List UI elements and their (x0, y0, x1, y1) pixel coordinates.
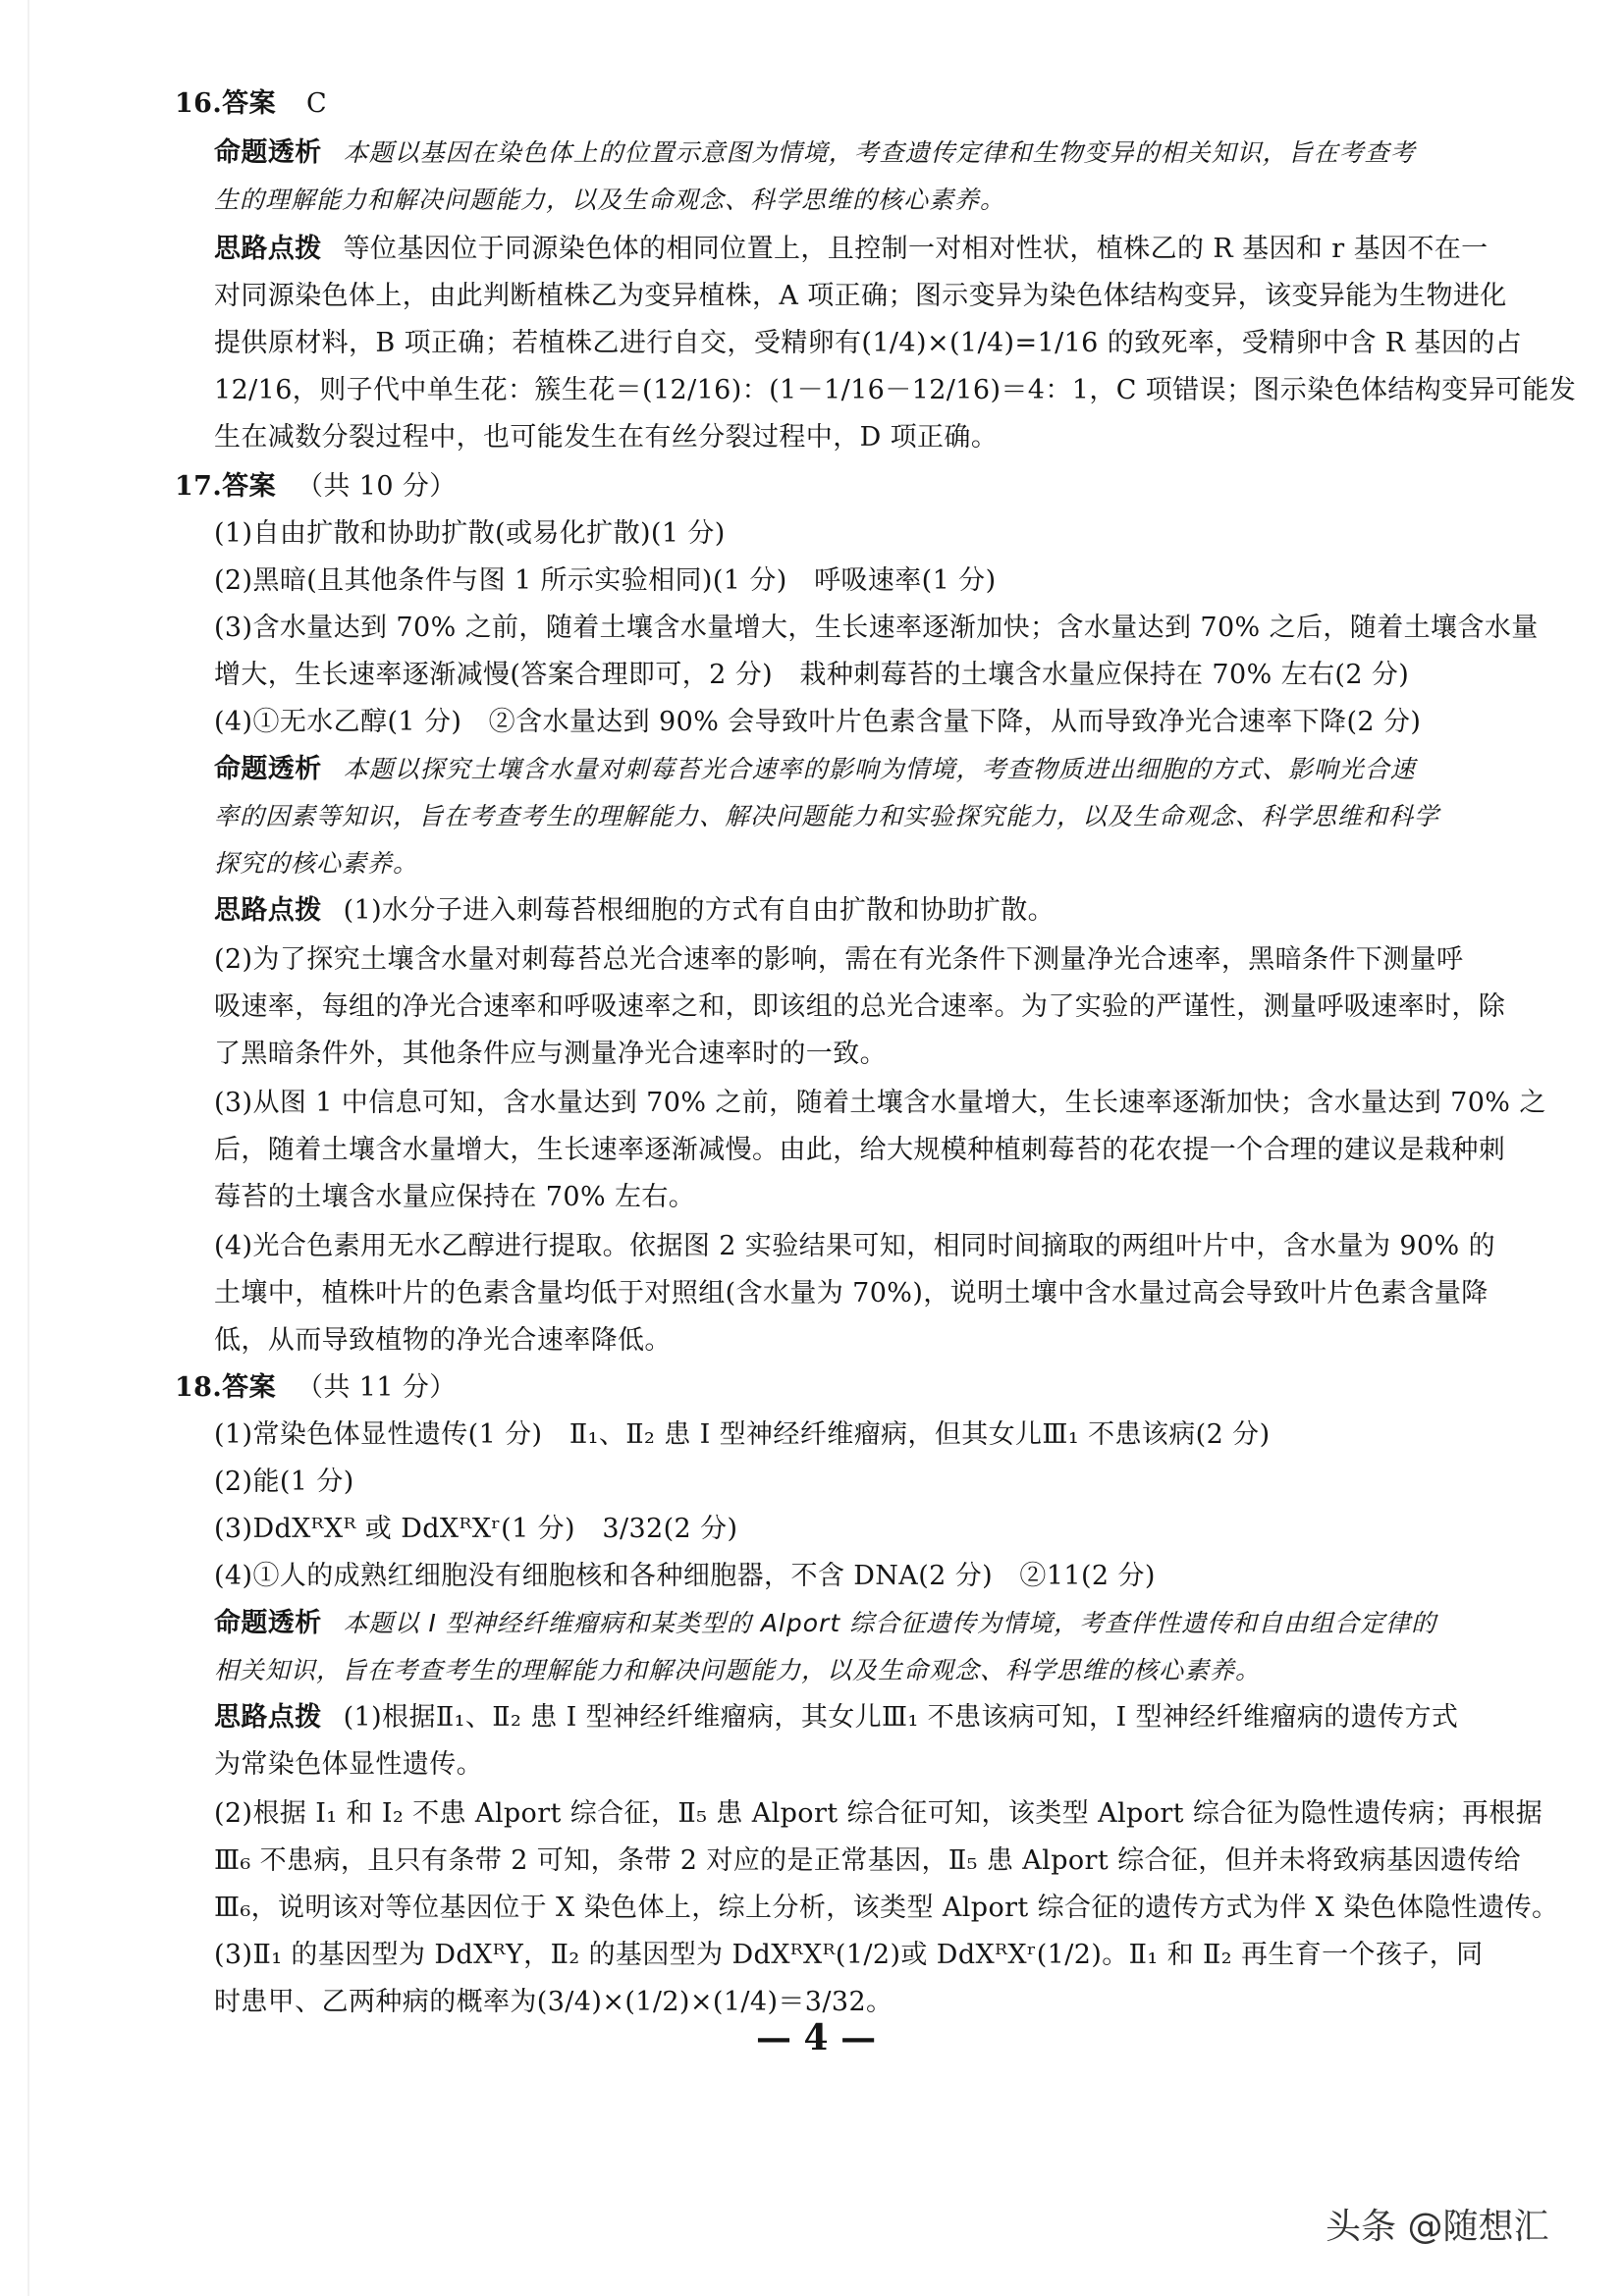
q17-hint-text-7: 土壤中，植株叶片的色素含量均低于对照组(含水量为 70%)，说明土壤中含水量过高会导致叶片色素含量降 (214, 1278, 1489, 1308)
q16-analysis-text-0: 本题以基因在染色体上的位置示意图为情境，考查遗传定律和生物变异的相关知识，旨在考查考 (343, 138, 1416, 167)
q18-hint-text-first: (1)根据Ⅱ₁、Ⅱ₂ 患 Ⅰ 型神经纤维瘤病，其女儿Ⅲ₁ 不患该病可知，Ⅰ 型神经纤维瘤病的遗传方式 (343, 1702, 1459, 1733)
q17-hint-text-4: 后，随着土壤含水量增大，生长速率逐渐减慢。由此，给大规模种植刺莓苔的花农提一个合理的建议是栽种刺 (214, 1135, 1506, 1165)
q18-hint-text-3: Ⅲ₆，说明该对等位基因位于 X 染色体上，综上分析，该类型 Alport 综合征的遗传方式为伴 X 染色体隐性遗传。 (214, 1893, 1559, 1923)
q16-hint-text-4: 生在减数分裂过程中，也可能发生在有丝分裂过程中，D 项正确。 (214, 422, 999, 453)
q17-score: （共 10 分） (296, 471, 457, 502)
q18-score: （共 11 分） (296, 1372, 457, 1403)
q17-analysis-text-2: 探究的核心素养。 (214, 849, 419, 878)
q16-hint-line-0 (214, 232, 1489, 267)
q18-hint-text-5: 时患甲、乙两种病的概率为(3/4)×(1/2)×(1/4)＝3/32。 (214, 1987, 893, 2017)
q18-analysis-text-1: 相关知识，旨在考查考生的理解能力和解决问题能力，以及生命观念、科学思维的核心素养。 (214, 1656, 1262, 1684)
q16-answer-value: C (305, 88, 328, 119)
q17-answer-label: 17.答案 (175, 471, 276, 502)
q17-answer-text-3: 增大，生长速率逐渐减慢(答案合理即可，2 分) 栽种刺莓苔的土壤含水量应保持在 70% 左右(2 分) (214, 660, 1410, 690)
page-number: — 4 — (756, 2017, 877, 2058)
q18-answer-text-0: (1)常染色体显性遗传(1 分) Ⅱ₁、Ⅱ₂ 患 Ⅰ 型神经纤维瘤病，但其女儿Ⅲ₁ 不患该病(2 分) (214, 1419, 1271, 1450)
q16-hint-text-3: 12/16，则子代中单生花：簇生花＝(12/16)：(1－1/16－12/16)＝4：1，C 项错误；图示染色体结构变异可能发 (214, 375, 1577, 405)
q17-hint-text-first: (1)水分子进入刺莓苔根细胞的方式有自由扩散和协助扩散。 (343, 895, 1056, 926)
q16-analysis-label: 命题透析 (214, 137, 322, 168)
q17-hint-text-0: (2)为了探究土壤含水量对刺莓苔总光合速率的影响，需在有光条件下测量净光合速率，黑暗条件下测量呼 (214, 944, 1464, 975)
q18-analysis-text-0: 本题以 Ⅰ 型神经纤维瘤病和某类型的 Alport 综合征遗传为情境，考查伴性遗传和自由组合定律的 (343, 1609, 1437, 1637)
q18-analysis-line-0 (214, 1606, 1436, 1641)
q17-hint-text-8: 低，从而导致植物的净光合速率降低。 (214, 1325, 672, 1356)
q18-hint-label: 思路点拨 (214, 1702, 322, 1733)
q16-answer-line (175, 86, 327, 122)
q17-answer-line (175, 469, 457, 505)
q16-hint-text-1: 对同源染色体上，由此判断植株乙为变异植株，A 项正确；图示变异为染色体结构变异，该变异能为生物进化 (214, 281, 1507, 311)
q18-answer-text-3: (4)①人的成熟红细胞没有细胞核和各种细胞器，不含 DNA(2 分) ②11(2 分) (214, 1561, 1156, 1591)
q17-hint-text-3: (3)从图 1 中信息可知，含水量达到 70% 之前，随着土壤含水量增大，生长速率逐渐加快；含水量达到 70% 之 (214, 1088, 1546, 1118)
q17-hint-label: 思路点拨 (214, 895, 322, 926)
q17-answer-text-0: (1)自由扩散和协助扩散(或易化扩散)(1 分) (214, 518, 726, 549)
q16-hint-text-0: 等位基因位于同源染色体的相同位置上，且控制一对相对性状，植株乙的 R 基因和 r 基因不在一 (343, 234, 1489, 264)
q17-hint-text-2: 了黑暗条件外，其他条件应与测量净光合速率时的一致。 (214, 1039, 887, 1069)
q18-answer-text-2: (3)DdXᴿXᴿ 或 DdXᴿXʳ(1 分) 3/32(2 分) (214, 1514, 738, 1544)
q17-hint-text-6: (4)光合色素用无水乙醇进行提取。依据图 2 实验结果可知，相同时间摘取的两组叶片中，含水量为 90% 的 (214, 1231, 1495, 1261)
q18-hint-text-1: (2)根据 Ⅰ₁ 和 Ⅰ₂ 不患 Alport 综合征，Ⅱ₅ 患 Alport 综合征可知，该类型 Alport 综合征为隐性遗传病；再根据 (214, 1798, 1543, 1829)
q18-hint-line-0 (214, 1700, 1458, 1735)
q16-analysis-text-1: 生的理解能力和解决问题能力，以及生命观念、科学思维的核心素养。 (214, 186, 1006, 214)
watermark: 头条 @随想汇 (1326, 2207, 1549, 2247)
scan-edge-shadow (27, 0, 29, 2296)
q16-hint-text-2: 提供原材料，B 项正确；若植株乙进行自交，受精卵有(1/4)×(1/4)=1/16 的致死率，受精卵中含 R 基因的占 (214, 328, 1523, 358)
q18-answer-label: 18.答案 (175, 1372, 276, 1403)
q16-analysis-line-0 (214, 135, 1416, 171)
q17-hint-text-5: 莓苔的土壤含水量应保持在 70% 左右。 (214, 1182, 696, 1212)
q17-answer-text-1: (2)黑暗(且其他条件与图 1 所示实验相同)(1 分) 呼吸速率(1 分) (214, 565, 997, 596)
q18-hint-text-4: (3)Ⅱ₁ 的基因型为 DdXᴿY，Ⅱ₂ 的基因型为 DdXᴿXᴿ(1/2)或 DdXᴿXʳ(1/2)。Ⅱ₁ 和 Ⅱ₂ 再生育一个孩子，同 (214, 1940, 1484, 1970)
q17-analysis-label: 命题透析 (214, 754, 322, 784)
q18-hint-text-2: Ⅲ₆ 不患病，且只有条带 2 可知，条带 2 对应的是正常基因，Ⅱ₅ 患 Alport 综合征，但并未将致病基因遗传给 (214, 1845, 1522, 1876)
q18-answer-line (175, 1370, 457, 1406)
q16-answer-label: 16.答案 (175, 88, 276, 119)
q17-analysis-line-0 (214, 752, 1416, 787)
q18-analysis-label: 命题透析 (214, 1608, 322, 1638)
q18-answer-text-1: (2)能(1 分) (214, 1467, 354, 1497)
q17-answer-text-4: (4)①无水乙醇(1 分) ②含水量达到 90% 会导致叶片色素含量下降，从而导致净光合速率下降(2 分) (214, 707, 1422, 737)
q17-analysis-text-0: 本题以探究土壤含水量对刺莓苔光合速率的影响为情境，考查物质进出细胞的方式、影响光合速 (343, 755, 1416, 783)
q17-answer-text-2: (3)含水量达到 70% 之前，随着土壤含水量增大，生长速率逐渐加快；含水量达到 70% 之后，随着土壤含水量 (214, 613, 1539, 643)
q17-analysis-text-1: 率的因素等知识，旨在考查考生的理解能力、解决问题能力和实验探究能力，以及生命观念、科学思维和科学 (214, 802, 1440, 830)
q18-hint-text-0: 为常染色体显性遗传。 (214, 1749, 483, 1780)
q17-hint-text-1: 吸速率，每组的净光合速率和呼吸速率之和，即该组的总光合速率。为了实验的严谨性，测量呼吸速率时，除 (214, 991, 1506, 1022)
q17-hint-line-0 (214, 893, 1055, 929)
q16-hint-label: 思路点拨 (214, 234, 322, 264)
